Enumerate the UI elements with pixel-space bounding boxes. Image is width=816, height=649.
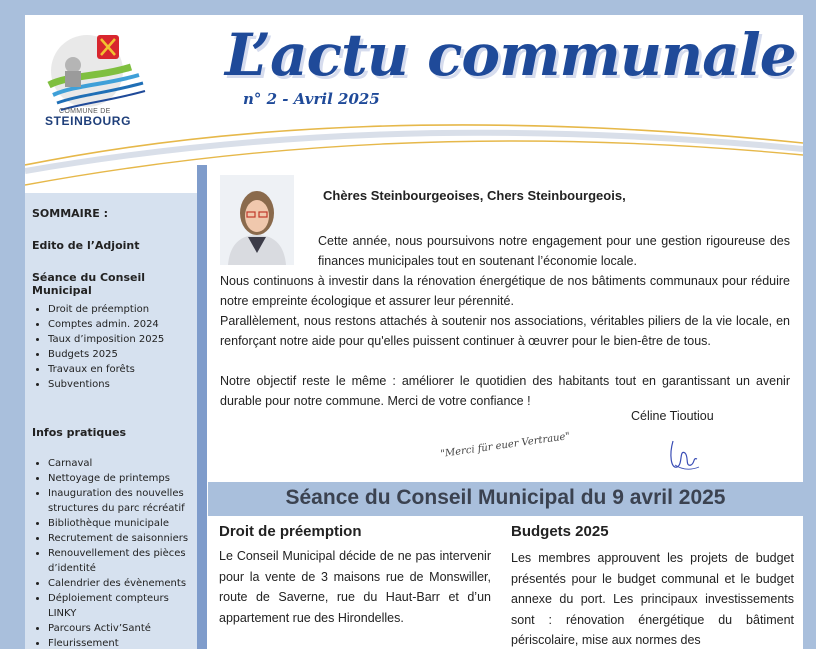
sommaire-seance: Séance du Conseil Municipal	[32, 271, 145, 297]
list-item: • Renouvellement des pièces d’identité	[48, 546, 198, 576]
list-item: • Bibliothèque municipale	[48, 516, 198, 531]
list-item: • Nettoyage de printemps	[48, 471, 198, 486]
logo-caption-small: COMMUNE DE	[59, 108, 111, 115]
signature-name: Céline Tioutiou	[631, 409, 714, 423]
droit-preemption-text: Le Conseil Municipal décide de ne pas intervenir pour la vente de 3 maisons rue de Monswiller, route de Saverne, rue du Haut-Barr et d’un appartement rue des Hirondelles.	[219, 549, 491, 625]
list-item: • Fleurissement	[48, 636, 198, 649]
list-item: • Carnaval	[48, 456, 198, 471]
edito-paragraph-4: Notre objectif reste le même : améliorer le quotidien des habitants tout en garantissant un avenir durable pour notre commune. Merci de votre confiance !	[220, 374, 790, 408]
seance-title-band	[208, 482, 803, 516]
list-item: • Droit de préemption	[48, 302, 198, 317]
newsletter-page	[25, 15, 803, 649]
handwritten-signature	[663, 435, 703, 475]
sommaire-heading: SOMMAIRE :	[32, 207, 108, 220]
sidebar-divider	[197, 165, 207, 649]
infos-list	[32, 456, 198, 649]
edito-paragraph-3: Parallèlement, nous restons attachés à soutenir nos associations, véritables piliers de la vie locale, en renforçant notre aide pour qu'elles puissent continuer à œuvrer pour le bien-être de tous.	[220, 314, 790, 348]
logo-caption-big: STEINBOURG	[45, 114, 132, 128]
list-item: • Subventions	[48, 377, 198, 392]
droit-preemption-heading: Droit de préemption	[219, 523, 362, 540]
sommaire-edito: Edito de l’Adjoint	[32, 239, 140, 252]
budgets-heading: Budgets 2025	[511, 523, 609, 540]
seance-list	[32, 302, 198, 392]
issue-number: n° 2 - Avril 2025	[243, 90, 380, 108]
edito-section	[208, 165, 803, 481]
budgets-text: Les membres approuvent les projets de budget présentés pour le budget communal et le budget annexe du port. Les principaux investissements sont : rénovation énergétique du bâtiment périscolaire, mise aux normes des	[511, 551, 794, 647]
list-item: • Parcours Activ’Santé	[48, 621, 198, 636]
list-item: • Taux d’imposition 2025	[48, 332, 198, 347]
list-item: • Déploiement compteurs LINKY	[48, 591, 198, 621]
list-item: • Inauguration des nouvelles structures du parc récréatif	[48, 486, 198, 516]
sommaire-infos: Infos pratiques	[32, 426, 127, 439]
author-portrait	[220, 175, 294, 265]
list-item: • Recrutement de saisonniers	[48, 531, 198, 546]
seance-title: Séance du Conseil Municipal du 9 avril 2025	[285, 486, 726, 509]
list-item: • Budgets 2025	[48, 347, 198, 362]
newsletter-title: L’actu communale	[225, 21, 796, 89]
merci-note: "Merci für euer Vertraue"	[439, 430, 571, 461]
edito-greeting: Chères Steinbourgeoises, Chers Steinbourgeois,	[323, 188, 626, 203]
list-item: • Travaux en forêts	[48, 362, 198, 377]
edito-paragraph-2: Nous continuons à investir dans la rénovation énergétique de nos bâtiments communaux pour réduire notre empreinte écologique et assurer leur pérennité.	[220, 274, 790, 308]
edito-paragraph-1: Cette année, nous poursuivons notre engagement pour une gestion rigoureuse des finances municipales tout en soutenant l’économie locale.	[318, 234, 790, 268]
list-item: • Comptes admin. 2024	[48, 317, 198, 332]
sidebar	[25, 193, 197, 649]
list-item: • Calendrier des évènements	[48, 576, 198, 591]
